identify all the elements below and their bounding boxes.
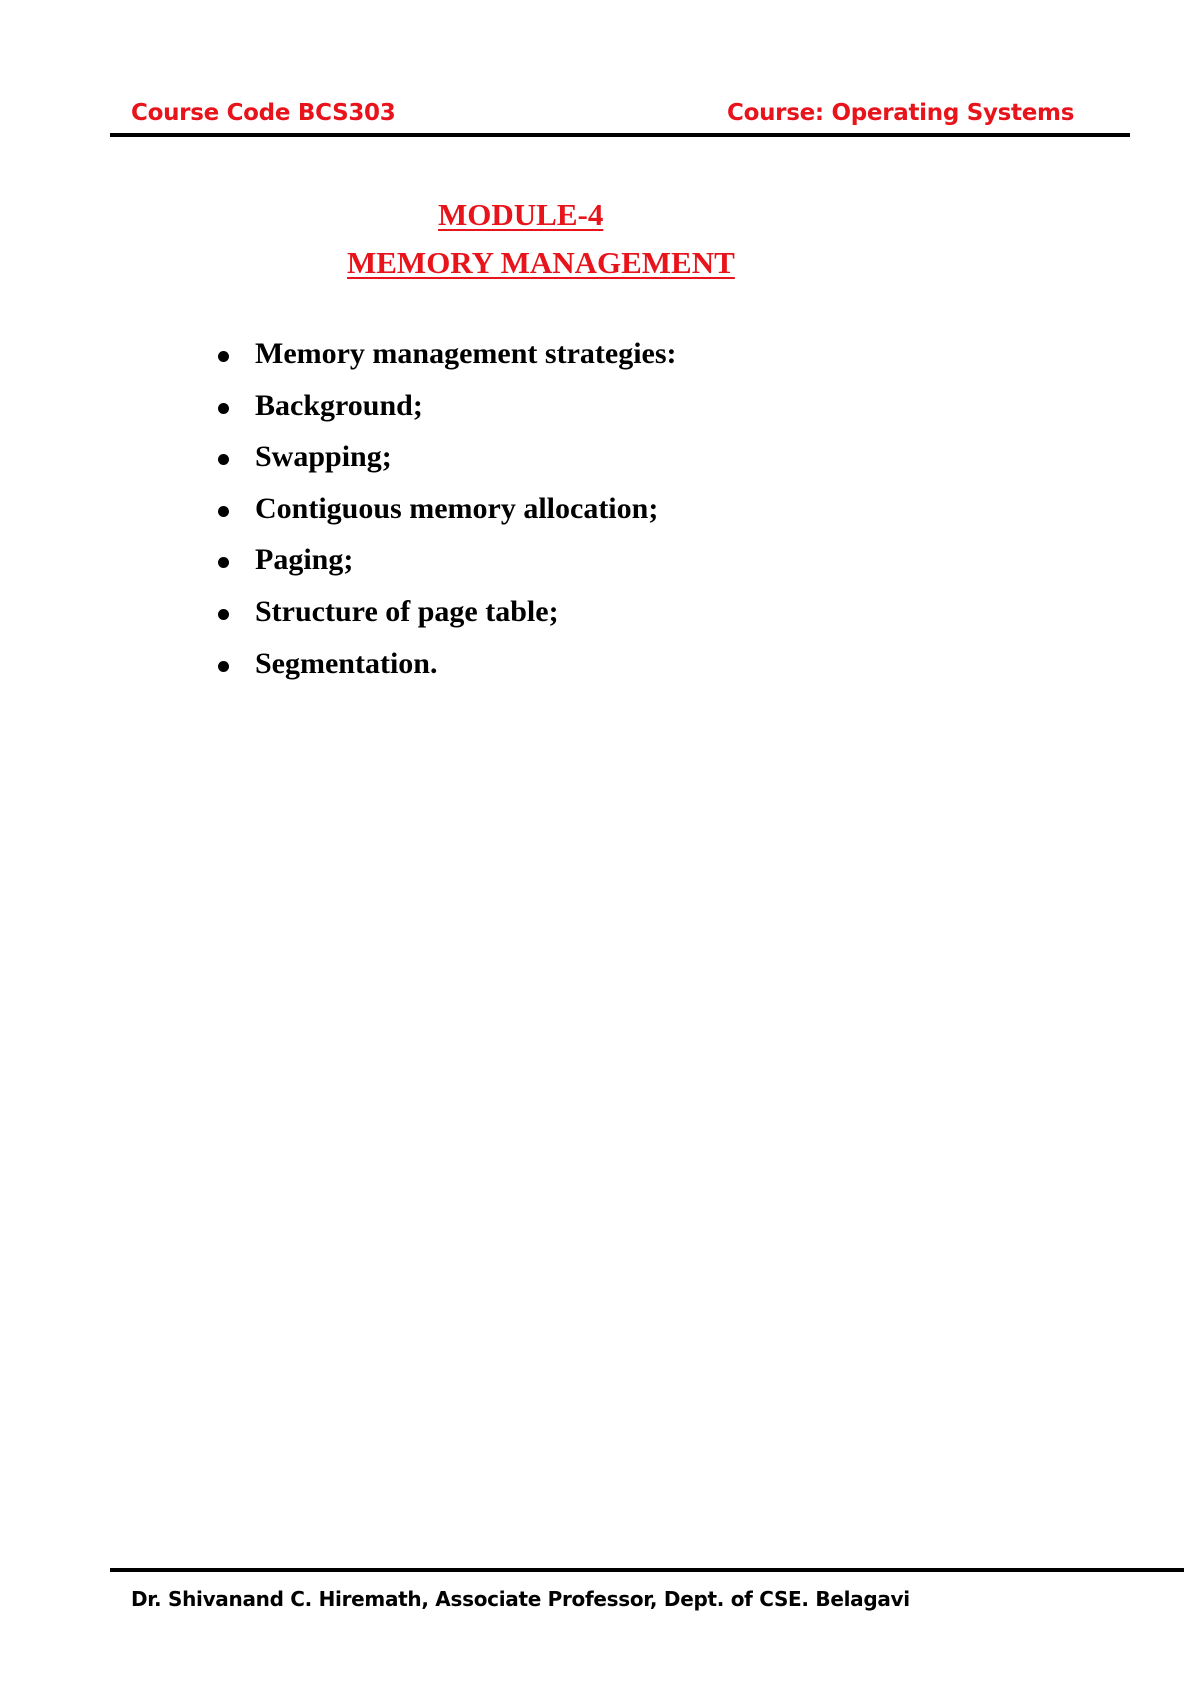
bullet-icon: [218, 403, 229, 414]
module-subject: MEMORY MANAGEMENT: [347, 245, 735, 280]
bullet-icon: [218, 557, 229, 568]
course-name: Course: Operating Systems: [727, 100, 1075, 126]
topic-label: Background;: [255, 388, 423, 422]
topic-label: Paging;: [255, 543, 354, 577]
topic-label: Segmentation.: [255, 646, 438, 680]
topic-label: Memory management strategies:: [255, 337, 677, 370]
page-header: [0, 0, 1200, 140]
module-title: MODULE-4: [438, 197, 604, 232]
bullet-icon: [218, 506, 229, 517]
header-divider: [110, 133, 1130, 137]
bullet-icon: [218, 454, 229, 465]
footer-divider: [110, 1568, 1184, 1572]
bullet-icon: [218, 661, 229, 672]
topic-label: Swapping;: [255, 440, 392, 474]
course-code: Course Code BCS303: [131, 100, 396, 126]
bullet-icon: [218, 609, 229, 620]
topic-label: Contiguous memory allocation;: [255, 491, 659, 525]
topic-label: Structure of page table;: [255, 594, 559, 628]
bullet-icon: [218, 351, 229, 362]
footer-author: Dr. Shivanand C. Hiremath, Associate Professor, Dept. of CSE. Belagavi: [131, 1587, 910, 1611]
